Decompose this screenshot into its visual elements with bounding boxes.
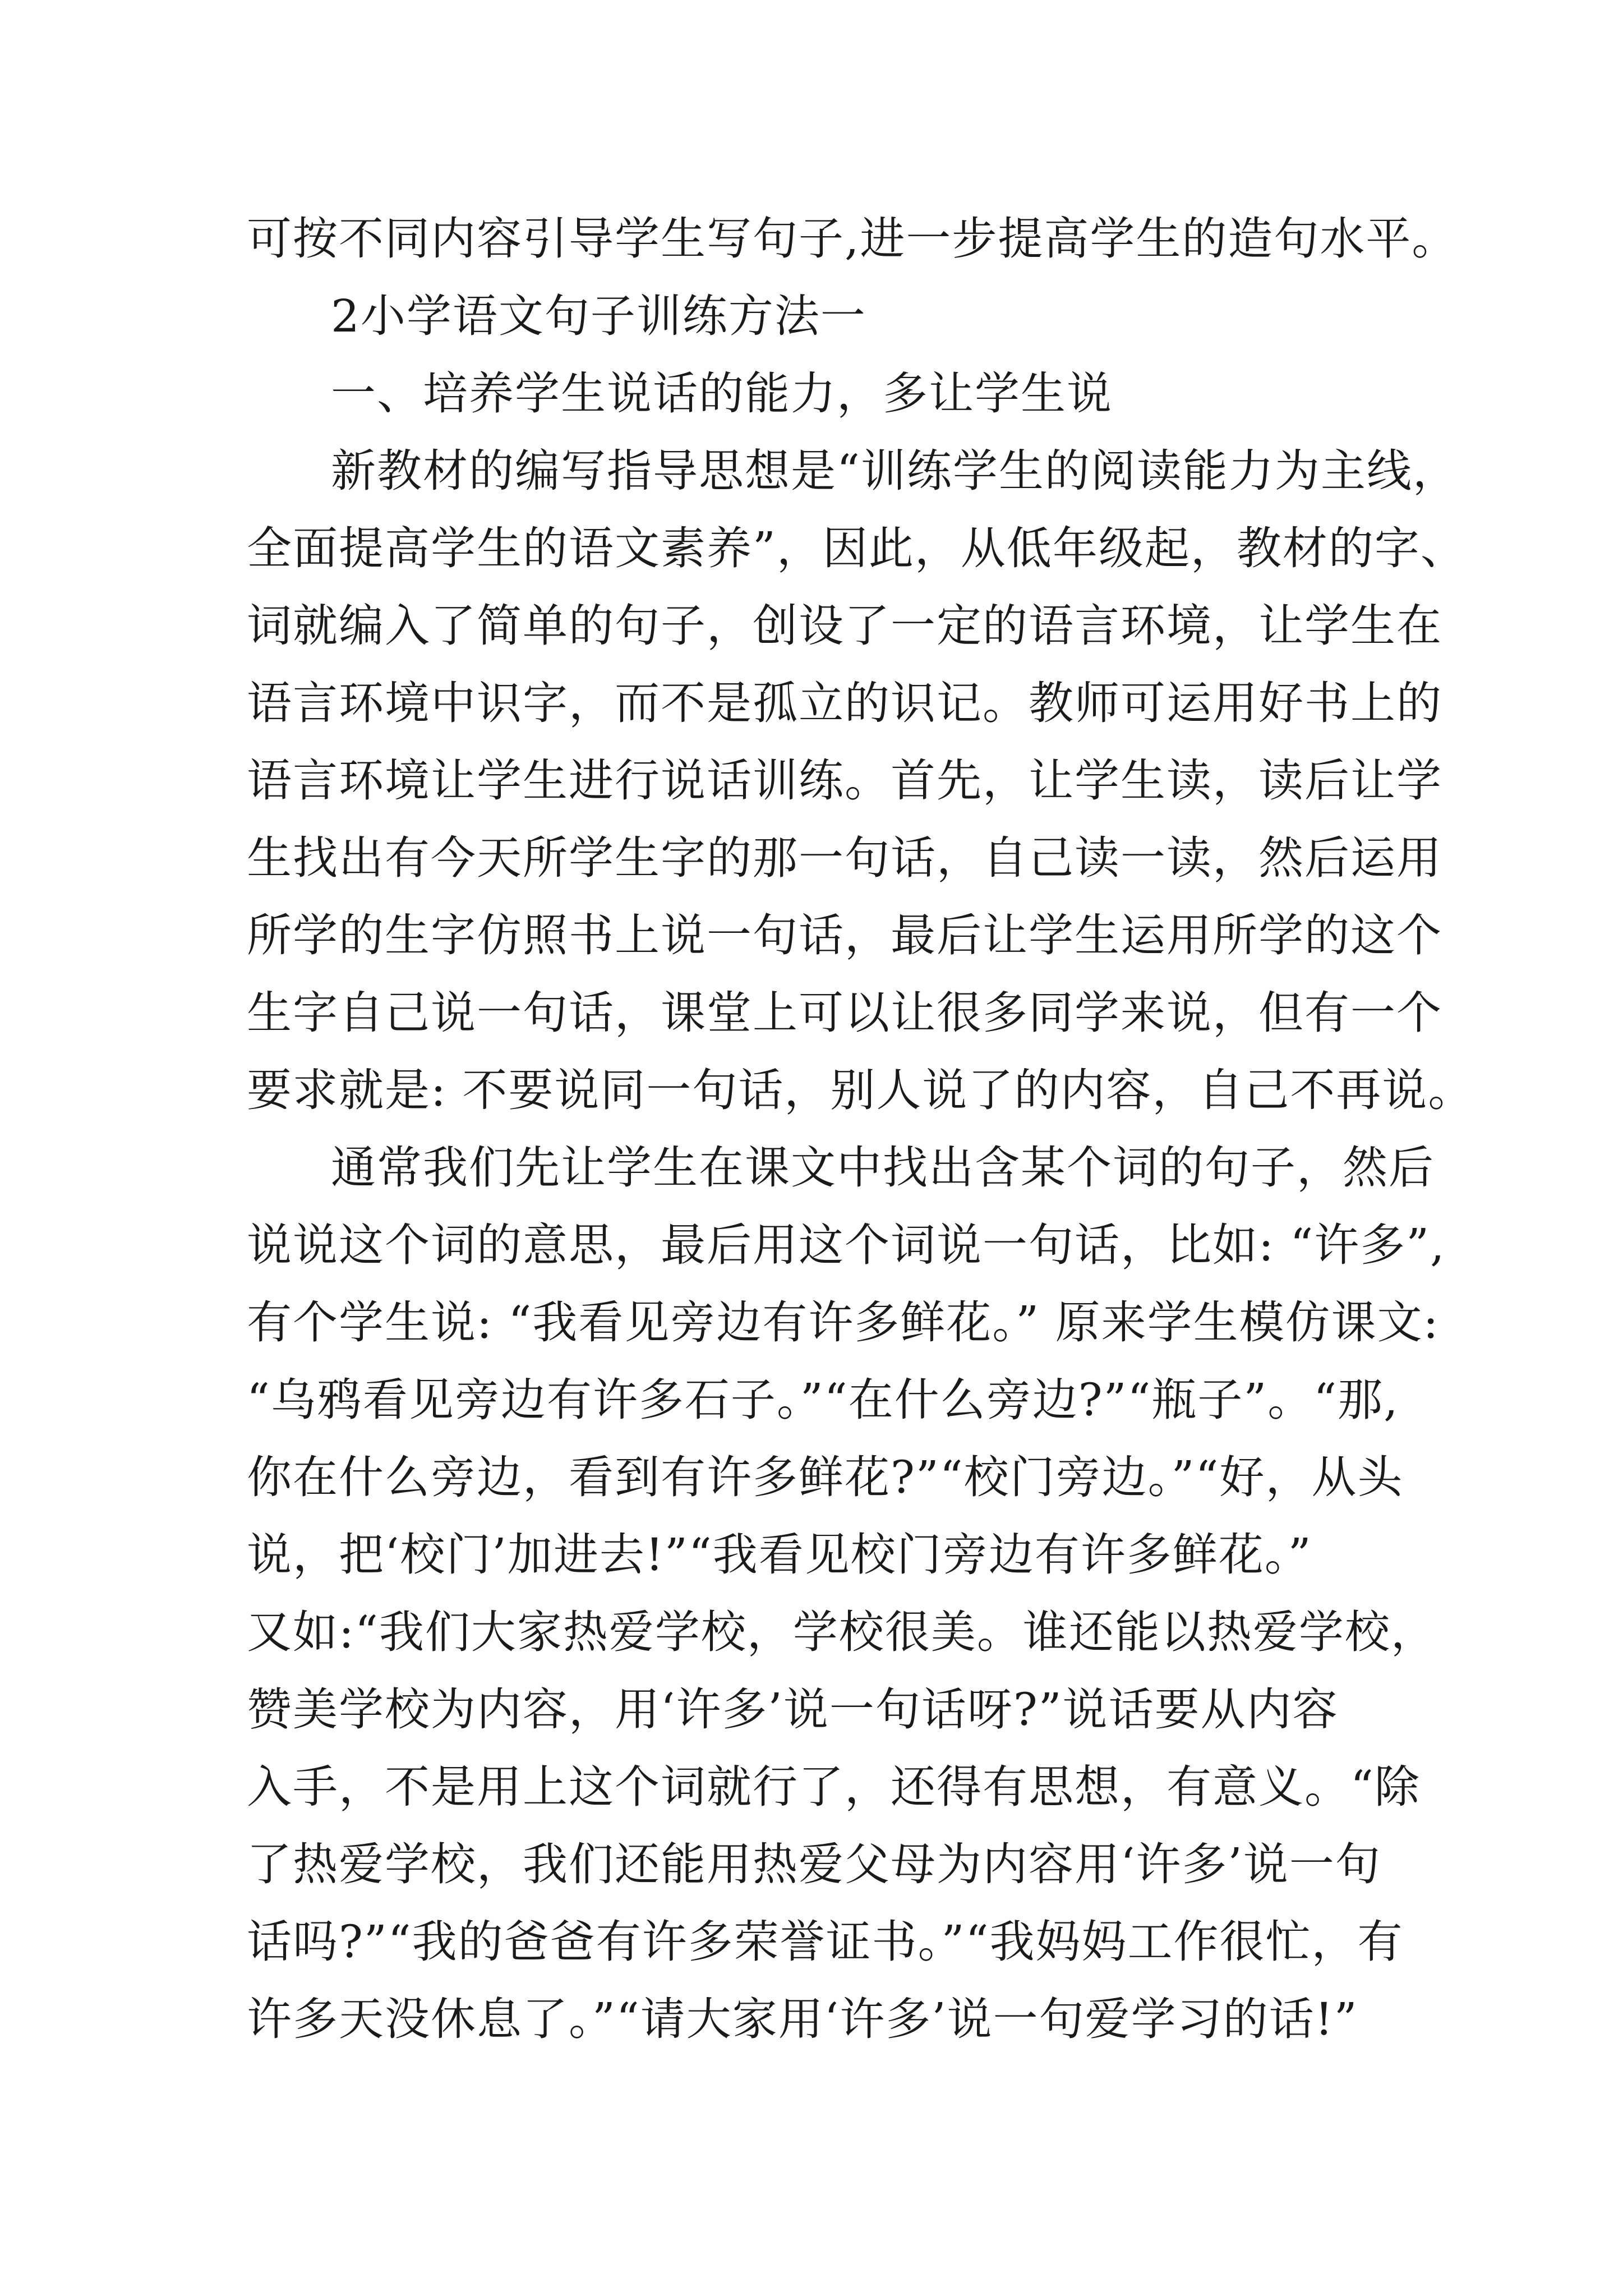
text-line: 说说这个词的意思，最后用这个词说一句话，比如: “许多”,	[247, 1219, 1446, 1271]
text-line: 语言环境中识字，而不是孤立的识记。教师可运用好书上的	[247, 677, 1442, 729]
text-line: 生字自己说一句话，课堂上可以让很多同学来说，但有一个	[247, 987, 1442, 1039]
text-line: 说，把‘校门’加进去!”“我看见校门旁边有许多鲜花。”	[247, 1529, 1312, 1581]
text-line: “乌鸦看见旁边有许多石子。”“在什么旁边?”“瓶子”。“那,	[247, 1374, 1399, 1426]
subsection-heading: 一、培养学生说话的能力，多让学生说	[331, 367, 1113, 420]
text-line: 新教材的编写指导思想是“训练学生的阅读能力为主线，	[331, 445, 1459, 497]
text-line: 可按不同内容引导学生写句子,进一步提高学生的造句水平。	[247, 213, 1458, 265]
text-line: 词就编入了简单的句子，创设了一定的语言环境，让学生在	[247, 600, 1442, 652]
text-line: 你在什么旁边，看到有许多鲜花?”“校门旁边。”“好，从头	[247, 1451, 1404, 1503]
text-line: 入手，不是用上这个词就行了，还得有思想，有意义。“除	[247, 1761, 1421, 1813]
text-line: 全面提高学生的语文素养”，因此，从低年级起，教材的字、	[247, 522, 1467, 574]
text-line: 语言环境让学生进行说话训练。首先，让学生读，读后让学	[247, 754, 1442, 807]
text-line: 了热爱学校，我们还能用热爱父母为内容用‘许多’说一句	[247, 1838, 1381, 1890]
text-line: 所学的生字仿照书上说一句话，最后让学生运用所学的这个	[247, 909, 1442, 961]
text-line: 要求就是: 不要说同一句话，别人说了的内容，自己不再说。	[247, 1064, 1474, 1116]
text-line: 赞美学校为内容，用‘许多’说一句话呀?”说话要从内容	[247, 1683, 1339, 1736]
text-line: 通常我们先让学生在课文中找出含某个词的句子，然后	[331, 1142, 1435, 1194]
text-line: 生找出有今天所学生字的那一句话，自己读一读，然后运用	[247, 832, 1442, 884]
text-line: 有个学生说: “我看见旁边有许多鲜花。” 原来学生模仿课文:	[247, 1296, 1440, 1349]
section-heading: 2小学语文句子训练方法一	[331, 290, 866, 342]
text-line: 话吗?”“我的爸爸有许多荣誉证书。”“我妈妈工作很忙，有	[247, 1916, 1404, 1968]
text-line: 许多天没休息了。”“请大家用‘许多’说一句爱学习的话!”	[247, 1993, 1358, 2045]
text-line: 又如:“我们大家热爱学校，学校很美。谁还能以热爱学校，	[247, 1606, 1437, 1658]
